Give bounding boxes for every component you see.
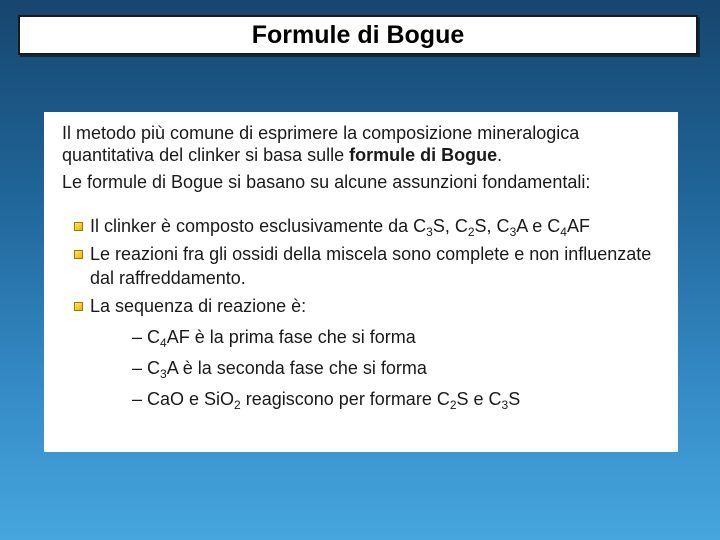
title-box [18,15,698,55]
s2-text-1: – C [132,358,161,378]
s2-sub-1: 3 [160,367,167,381]
intro-bold-term: formule di Bogue [349,145,498,165]
b1-sub-1: 3 [426,225,433,239]
s1-text-2: AF è la prima fase che si forma [166,327,416,347]
sub-item-1 [62,325,660,349]
bullet-item-3 [62,294,660,318]
bullet-item-2 [62,242,660,290]
yellow-square-bullet-icon [74,302,83,311]
sub-item-2 [62,356,660,380]
intro-paragraph-2: Le formule di Bogue si basano su alcune assunzioni fondamentali: [62,172,591,192]
content-panel [44,112,678,452]
s1-text-1: – C [132,327,161,347]
s3-text-1: – CaO e SiO [132,389,235,409]
s3-text-4: S [508,389,521,409]
bullet-item-1 [62,214,660,238]
b1-sub-4: 4 [560,225,567,239]
b2-text: Le reazioni fra gli ossidi della miscela sono complete e non influenzate dal raffreddamento. [90,244,652,288]
yellow-square-bullet-icon [74,250,83,259]
s3-text-3: S e C [456,389,502,409]
s1-sub-1: 4 [160,336,167,350]
b1-sub-2: 2 [467,225,475,239]
b1-text-2: S, C [432,216,468,236]
s3-text-2: reagiscono per formare C [240,389,450,409]
b1-text-4: A e C [516,216,561,236]
s3-sub-2: 2 [449,398,457,412]
s2-text-2: A è la seconda fase che si forma [166,358,427,378]
b1-text-1: Il clinker è composto esclusivamente da C [90,216,427,236]
intro-period: . [497,145,503,165]
s3-sub-1: 2 [234,398,241,412]
s3-sub-3: 3 [501,398,509,412]
yellow-square-bullet-icon [74,222,83,231]
intro-paragraph [62,122,660,166]
intro-text: Il metodo più comune di esprimere la composizione mineralogica quantitativa del clinker si basa sulle [62,123,580,165]
slide-title: Formule di Bogue [251,20,465,49]
b1-text-5: AF [566,216,590,236]
sub-item-3 [62,387,660,411]
b3-text: La sequenza di reazione è: [90,296,307,316]
b1-text-3: S, C [474,216,510,236]
bullet-list [62,214,660,318]
b1-sub-3: 3 [509,225,517,239]
